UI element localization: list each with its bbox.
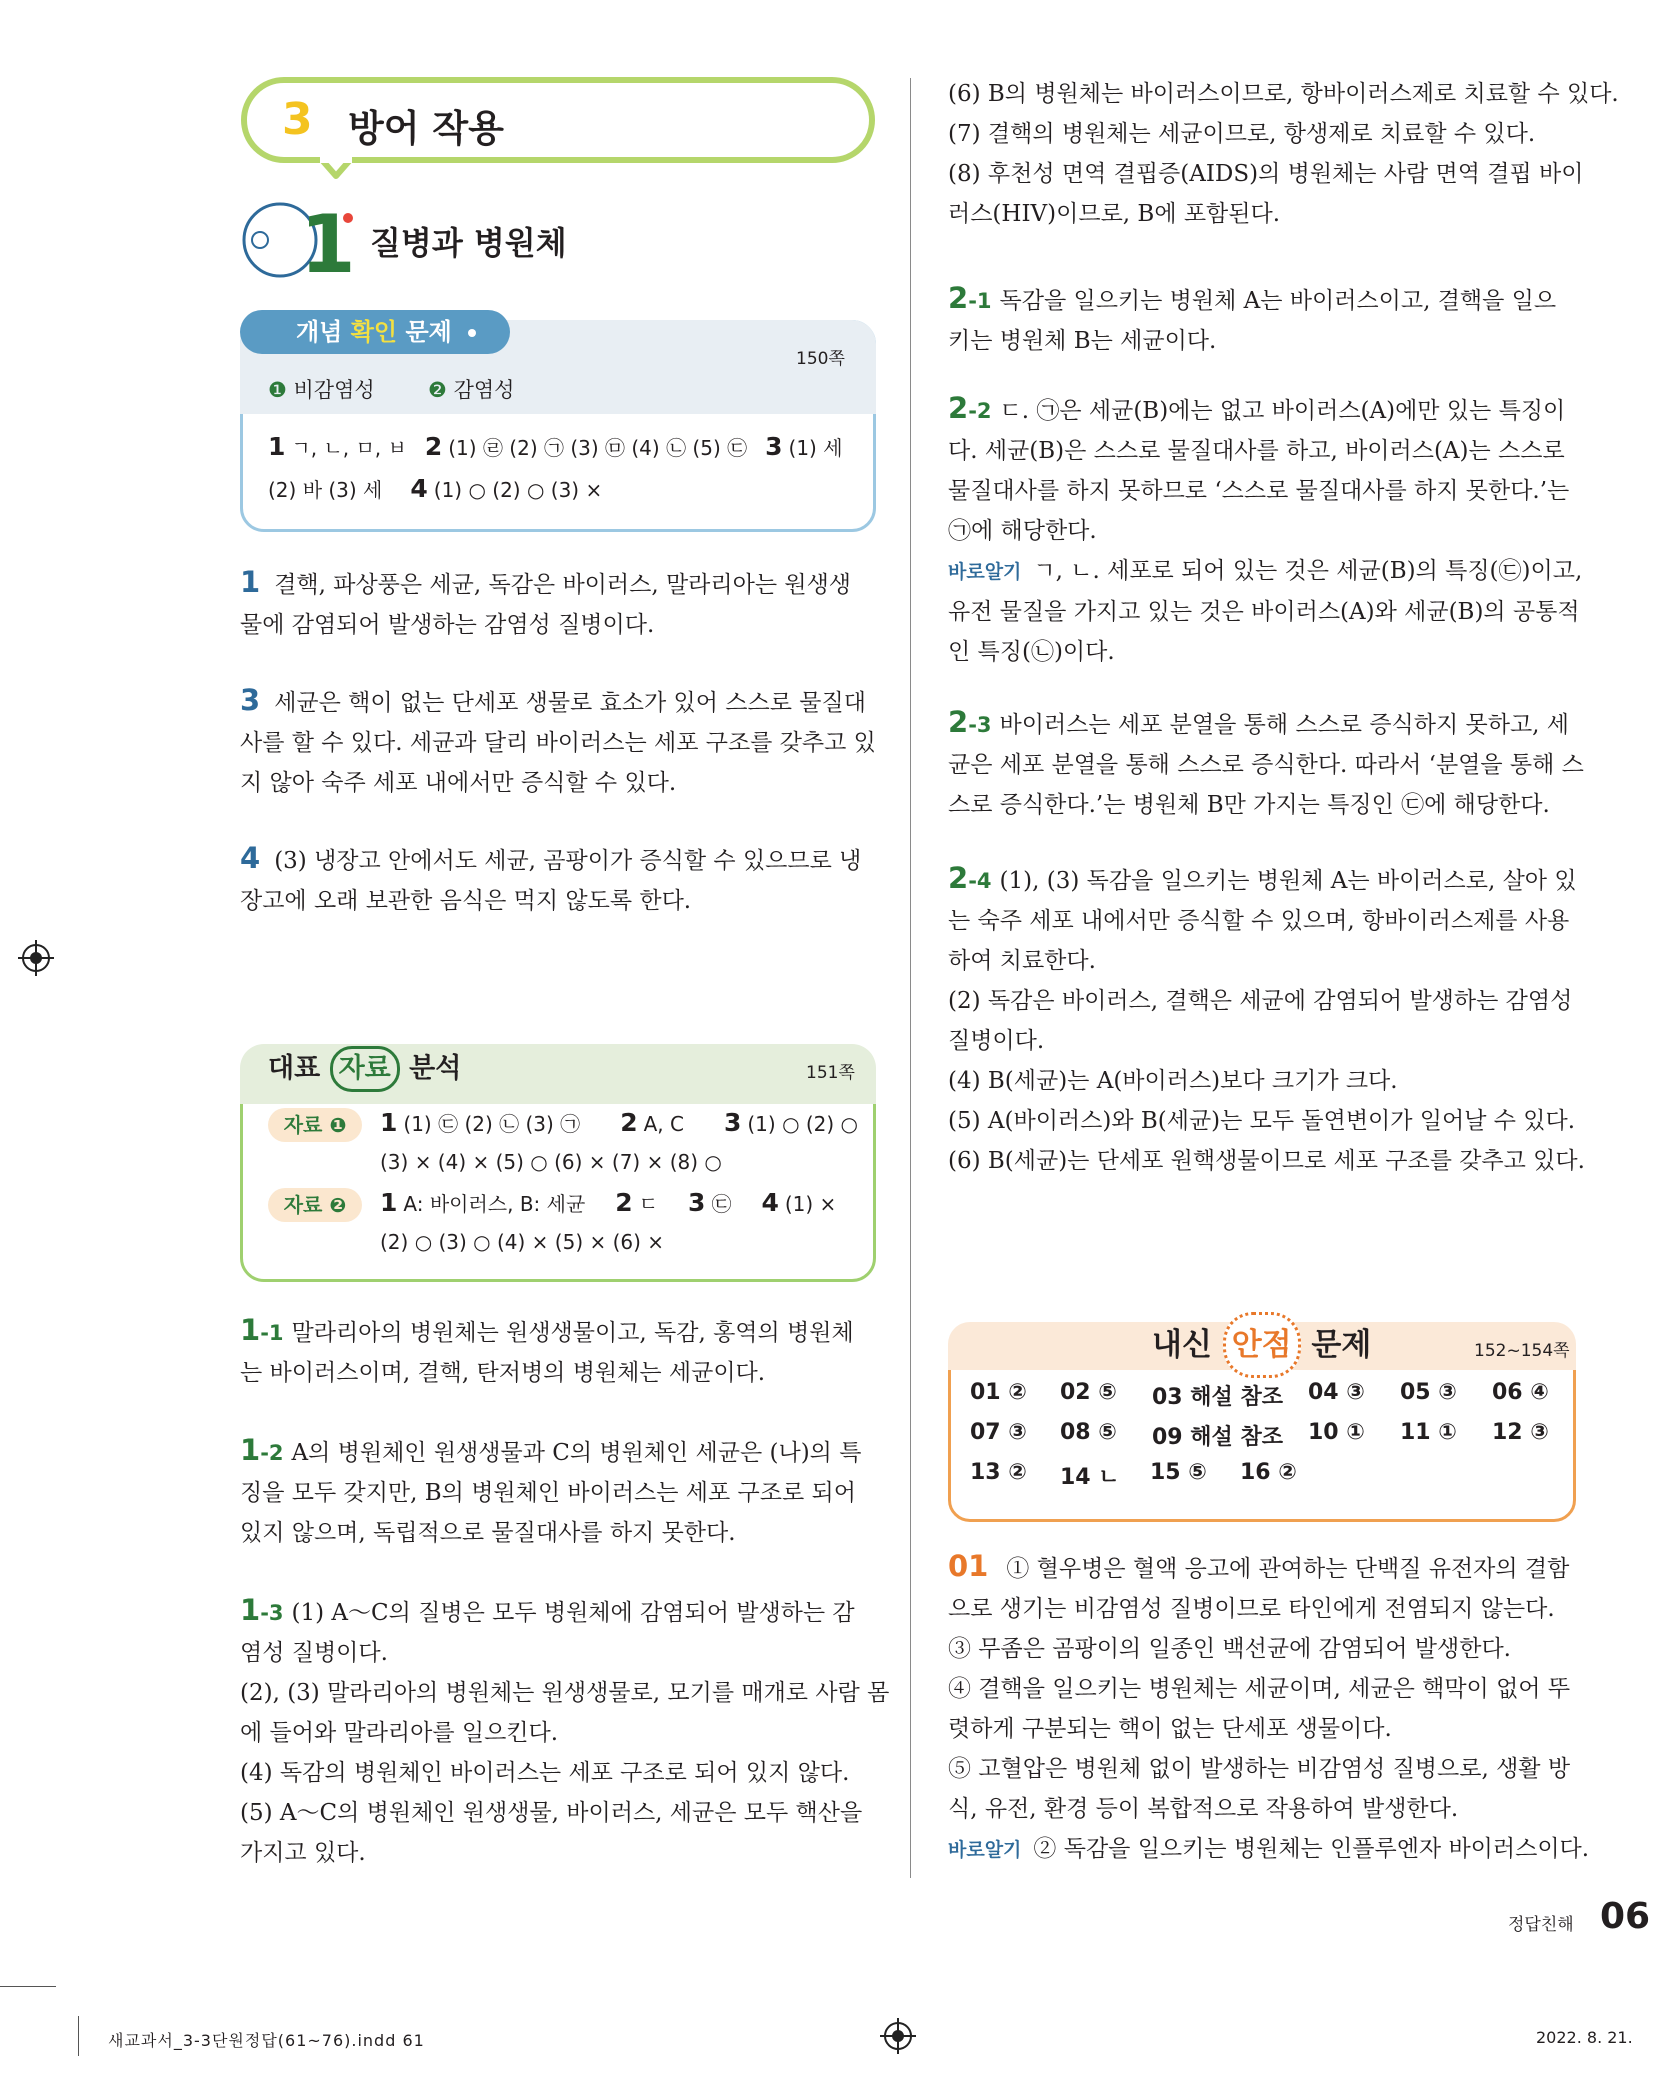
paragraph <box>948 278 1572 361</box>
paragraph-number: 1 <box>240 1433 261 1467</box>
paragraph-line: 는 바이러스이며, 결핵, 탄저병의 병원체는 세균이다. <box>240 1360 766 1386</box>
paragraph-number: 2 <box>948 861 969 895</box>
paragraph-line: 바이러스는 세포 분열을 통해 스스로 증식하지 못하고, 세 <box>999 712 1570 738</box>
paragraph <box>240 562 870 645</box>
paragraph-number: 3 <box>240 683 261 717</box>
concept-page-ref: 150쪽 <box>796 349 845 369</box>
concept-box-tab: 개념 확인 문제 <box>240 310 510 354</box>
exam-answer <box>1152 1420 1283 1451</box>
paragraph-line: 지 않아 숙주 세포 내에서만 증식할 수 있다. <box>240 770 677 796</box>
exam-answer-number: 08 <box>1060 1420 1091 1445</box>
section-number: 1 <box>300 198 356 291</box>
exam-answer-value: ② <box>1008 1380 1027 1405</box>
answer-number: 4 <box>761 1188 779 1217</box>
answer-text: A, C <box>643 1112 684 1136</box>
answer-number: 1 <box>268 432 286 461</box>
paragraph-first-line <box>240 838 870 881</box>
paragraph-line: ⑤ 고혈압은 병원체 없이 발생하는 비감염성 질병으로, 생활 방 <box>948 1756 1571 1782</box>
paragraph-number: 2 <box>948 705 969 739</box>
answer-number: 4 <box>410 474 428 503</box>
exam-answer-number: 12 <box>1492 1420 1523 1445</box>
paragraph-line: 징을 모두 갖지만, B의 병원체인 바이러스는 세포 구조로 되어 <box>240 1480 856 1506</box>
answer-text: (1) ○ (2) ○ <box>747 1112 859 1136</box>
paragraph-line: 염성 질병이다. <box>240 1640 388 1666</box>
paragraph <box>240 1430 870 1553</box>
paragraph-line: 다. 세균(B)은 스스로 물질대사를 하고, 바이러스(A)는 스스로 <box>948 438 1565 464</box>
answer-number: 3 <box>765 432 783 461</box>
paragraph-line: (3) 냉장고 안에서도 세균, 곰팡이가 증식할 수 있으므로 냉 <box>274 848 862 874</box>
paragraph-line: 가지고 있다. <box>240 1840 366 1866</box>
paragraph-line: (2), (3) 말라리아의 병원체는 원생생물로, 모기를 매개로 사람 몸 <box>240 1680 890 1706</box>
baro-label: 바로알기 <box>948 1839 1022 1861</box>
baro-line <box>948 592 1580 632</box>
paragraph-first-line <box>948 388 1572 431</box>
exam-answer-value: 해설 참조 <box>1190 1385 1283 1410</box>
answer-text: (2) 바 (3) 세 <box>268 478 383 502</box>
exam-answer-value: ① <box>1346 1420 1365 1445</box>
crop-mark <box>0 1986 56 1987</box>
paragraph-line: (4) 독감의 병원체인 바이러스는 세포 구조로 되어 있지 않다. <box>240 1760 850 1786</box>
exam-answer-value: ③ <box>1008 1420 1027 1445</box>
exam-answer <box>970 1460 1027 1485</box>
paragraph <box>948 388 1583 672</box>
section-title: 질병과 병원체 <box>370 224 567 262</box>
exam-answer-value: ③ <box>1530 1420 1549 1445</box>
paragraph <box>240 680 876 803</box>
concept-fill-line: ❶ 비감염성 ❷ 감염성 <box>268 378 515 402</box>
paragraph-line: (5) A(바이러스)와 B(세균)는 모두 돌연변이가 일어날 수 있다. <box>948 1108 1576 1134</box>
paragraph-first-line <box>948 858 1577 901</box>
exam-answer-value: ⑤ <box>1098 1420 1117 1445</box>
paragraph-line: 물질대사를 하지 못하므로 ‘스스로 물질대사를 하지 못한다.’는 <box>948 478 1570 504</box>
exam-answer-number: 04 <box>1308 1380 1339 1405</box>
baro-text: 인 특징(㉡)이다. <box>948 639 1115 665</box>
exam-answer-value: 해설 참조 <box>1190 1425 1283 1450</box>
data-label-2: 자료 ❷ <box>268 1188 362 1222</box>
answer-number: 1 <box>380 1188 398 1217</box>
exam-answer-number: 13 <box>970 1460 1001 1485</box>
registration-mark-bottom-icon <box>880 2018 916 2054</box>
paragraph-line: ③ 무좀은 곰팡이의 일종인 백선균에 감염되어 발생한다. <box>948 1636 1511 1662</box>
paragraph-line: (1), (3) 독감을 일으키는 병원체 A는 바이러스로, 살아 있 <box>999 868 1577 894</box>
paragraph-line: 으로 생기는 비감염성 질병이므로 타인에게 전염되지 않는다. <box>948 1596 1555 1622</box>
exam-answer-number: 02 <box>1060 1380 1091 1405</box>
paragraph-first-line <box>240 1430 870 1473</box>
footer-date: 2022. 8. 21. <box>1536 2028 1633 2047</box>
paragraph-first-line <box>240 562 870 605</box>
paragraph-first-line <box>240 1590 870 1633</box>
answer-text: (1) ㉣ (2) ㉠ (3) ㉤ (4) ㉡ (5) ㉢ <box>448 436 748 460</box>
right-continued-text <box>948 74 1619 234</box>
paragraph-line: 물에 감염되어 발생하는 감염성 질병이다. <box>240 612 655 638</box>
answer-text: (1) 세 <box>788 436 843 460</box>
exam-answer <box>1150 1460 1207 1485</box>
paragraph-first-line <box>948 702 1572 745</box>
paragraph-line: 세균은 핵이 없는 단세포 생물로 효소가 있어 스스로 물질대 <box>274 690 866 716</box>
paragraph-subnumber: -3 <box>260 1601 284 1625</box>
paragraph-line: ④ 결핵을 일으키는 병원체는 세균이며, 세균은 핵막이 없어 뚜 <box>948 1676 1571 1702</box>
paragraph-line: 하여 치료한다. <box>948 948 1096 974</box>
paragraph-line: A의 병원체인 원생생물과 C의 병원체인 세균은 (나)의 특 <box>291 1440 862 1466</box>
exam-answer <box>1240 1460 1297 1485</box>
paragraph <box>240 838 870 921</box>
data-label-1: 자료 ❶ <box>268 1108 362 1142</box>
column-divider <box>910 78 911 1878</box>
exam-answer-number: 07 <box>970 1420 1001 1445</box>
answer-number: 3 <box>723 1108 742 1137</box>
answer-text: (1) × <box>784 1192 837 1216</box>
paragraph-line: 장고에 오래 보관한 음식은 먹지 않도록 한다. <box>240 888 692 914</box>
paragraph-line: 질병이다. <box>948 1028 1045 1054</box>
paragraph-first-line <box>948 1546 1572 1589</box>
answer-number: 2 <box>424 432 443 461</box>
paragraph-line: 결핵, 파상풍은 세균, 독감은 바이러스, 말라리아는 원생생 <box>274 572 852 598</box>
exam-answer-value: ② <box>1278 1460 1297 1485</box>
exam-answer-value: ⑤ <box>1098 1380 1117 1405</box>
paragraph-line: 러스(HIV)이므로, B에 포함된다. <box>948 201 1281 227</box>
data-answers-1b: (3) × (4) × (5) ○ (6) × (7) × (8) ○ <box>380 1150 722 1174</box>
paragraph-line: ㄷ. ㉠은 세균(B)에는 없고 바이러스(A)에만 있는 특징이 <box>999 398 1566 424</box>
data-answers-2a <box>380 1188 836 1217</box>
paragraph <box>240 1590 890 1873</box>
exam-answer <box>1308 1380 1365 1405</box>
paragraph <box>948 858 1585 1181</box>
exam-answer-number: 10 <box>1308 1420 1339 1445</box>
chapter-number: 3 <box>282 94 313 145</box>
footer-file: 새교과서_3-3단원정답(61~76).indd 61 <box>108 2031 425 2050</box>
exam-answer-value: ① <box>1438 1420 1457 1445</box>
crop-mark-v <box>78 2016 79 2056</box>
exam-answer <box>970 1420 1027 1445</box>
answer-number: 2 <box>620 1108 638 1137</box>
answer-number: 3 <box>688 1188 706 1217</box>
exam-answer <box>1152 1380 1283 1411</box>
exam-answer <box>1400 1420 1457 1445</box>
exam-answer-value: ② <box>1008 1460 1027 1485</box>
concept-answers-line1 <box>268 432 843 461</box>
footer-section: 정답친해 <box>1508 1915 1574 1935</box>
exam-answer-value: ③ <box>1346 1380 1365 1405</box>
paragraph-number: 2 <box>948 281 969 315</box>
paragraph-line: (6) B의 병원체는 바이러스이므로, 항바이러스제로 치료할 수 있다. <box>948 81 1619 107</box>
paragraph-line: 스로 증식한다.’는 병원체 B만 가지는 특징인 ㉢에 해당한다. <box>948 792 1550 818</box>
answer-number: 2 <box>615 1188 633 1217</box>
concept-answers-line2 <box>268 474 602 503</box>
paragraph-subnumber: -1 <box>260 1321 284 1345</box>
data-answers-1a <box>380 1108 858 1137</box>
paragraph-line: 사를 할 수 있다. 세균과 달리 바이러스는 세포 구조를 갖추고 있 <box>240 730 876 756</box>
paragraph-number: 4 <box>240 841 261 875</box>
paragraph-line: (5) A～C의 병원체인 원생생물, 바이러스, 세균은 모두 핵산을 <box>240 1800 863 1826</box>
paragraph-line: (1) A～C의 질병은 모두 병원체에 감염되어 발생하는 감 <box>291 1600 855 1626</box>
paragraph-line: 말라리아의 병원체는 원생생물이고, 독감, 홍역의 병원체 <box>291 1320 854 1346</box>
registration-mark-icon <box>18 940 54 976</box>
paragraph-first-line <box>240 680 870 723</box>
paragraph-line: 독감을 일으키는 병원체 A는 바이러스이고, 결핵을 일으 <box>999 288 1557 314</box>
exam-answer <box>1492 1380 1549 1405</box>
baro-text: 유전 물질을 가지고 있는 것은 바이러스(A)와 세균(B)의 공통적 <box>948 599 1580 625</box>
exam-box-title: 내신 안점 문제 <box>1152 1312 1371 1378</box>
paragraph-line: ㉠에 해당한다. <box>948 518 1097 544</box>
paragraph-first-line <box>948 278 1572 321</box>
paragraph-subnumber: -2 <box>260 1441 284 1465</box>
exam-answer-number: 16 <box>1240 1460 1271 1485</box>
paragraph-line: 는 숙주 세포 내에서만 증식할 수 있으며, 항바이러스제를 사용 <box>948 908 1570 934</box>
baro-label: 바로알기 <box>948 561 1022 583</box>
paragraph-line: ① 혈우병은 혈액 응고에 관여하는 단백질 유전자의 결함 <box>1006 1556 1570 1582</box>
baro-line <box>948 1829 1590 1870</box>
exam-answer-number: 14 <box>1060 1465 1091 1490</box>
paragraph <box>948 1546 1590 1870</box>
paragraph-line: 렷하게 구분되는 핵이 없는 단세포 생물이다. <box>948 1716 1392 1742</box>
baro-text: ② 독감을 일으키는 병원체는 인플루엔자 바이러스이다. <box>1033 1836 1590 1862</box>
exam-answer-number: 06 <box>1492 1380 1523 1405</box>
exam-answer-number: 05 <box>1400 1380 1431 1405</box>
paragraph <box>948 702 1584 825</box>
answer-text: ㉢ <box>711 1192 732 1216</box>
data-answers-2b: (2) ○ (3) ○ (4) × (5) × (6) × <box>380 1230 665 1254</box>
paragraph-number: 01 <box>948 1549 989 1583</box>
baro-line <box>948 551 1583 592</box>
paragraph-number: 1 <box>240 1313 261 1347</box>
data-box-tab: 대표 자료 분석 <box>268 1046 461 1092</box>
exam-answer-number: 01 <box>970 1380 1001 1405</box>
paragraph-subnumber: -3 <box>968 713 992 737</box>
paragraph <box>240 1310 870 1393</box>
exam-answer <box>1400 1380 1457 1405</box>
answer-number: 1 <box>380 1108 398 1137</box>
paragraph-line: 에 들어와 말라리아를 일으킨다. <box>240 1720 559 1746</box>
exam-answer <box>1492 1420 1549 1445</box>
answer-text: (1) ㉢ (2) ㉡ (3) ㉠ <box>403 1112 581 1136</box>
paragraph-line: (8) 후천성 면역 결핍증(AIDS)의 병원체는 사람 면역 결핍 바이 <box>948 161 1584 187</box>
data-page-ref: 151쪽 <box>806 1063 855 1083</box>
exam-answer-number: 11 <box>1400 1420 1431 1445</box>
exam-answer <box>1060 1420 1117 1445</box>
answer-text: ㄱ, ㄴ, ㅁ, ㅂ <box>291 436 407 460</box>
paragraph-line: 식, 유전, 환경 등이 복합적으로 작용하여 발생한다. <box>948 1796 1459 1822</box>
paragraph-line: 균은 세포 분열을 통해 스스로 증식한다. 따라서 ‘분열을 통해 스 <box>948 752 1584 778</box>
exam-answer-value: ⑤ <box>1188 1460 1207 1485</box>
exam-answer-number: 15 <box>1150 1460 1181 1485</box>
paragraph-line: (2) 독감은 바이러스, 결핵은 세균에 감염되어 발생하는 감염성 <box>948 988 1573 1014</box>
baro-text: ㄱ, ㄴ. 세포로 되어 있는 것은 세균(B)의 특징(㉢)이고, <box>1033 558 1583 584</box>
exam-answer-number: 03 <box>1152 1385 1183 1410</box>
exam-page-ref: 152~154쪽 <box>1474 1341 1570 1361</box>
footer-page-number: 06 <box>1600 1896 1651 1937</box>
paragraph-line: 있지 않으며, 독립적으로 물질대사를 하지 못한다. <box>240 1520 736 1546</box>
baro-line <box>948 632 1572 672</box>
answer-text: ㄷ <box>638 1192 659 1216</box>
paragraph-subnumber: -4 <box>968 869 992 893</box>
paragraph-line: (4) B(세균)는 A(바이러스)보다 크기가 크다. <box>948 1068 1398 1094</box>
paragraph-line: (6) B(세균)는 단세포 원핵생물이므로 세포 구조를 갖추고 있다. <box>948 1148 1585 1174</box>
paragraph-line: (7) 결핵의 병원체는 세균이므로, 항생제로 치료할 수 있다. <box>948 121 1536 147</box>
answer-text: A: 바이러스, B: 세균 <box>403 1192 586 1216</box>
exam-answer-value: ④ <box>1530 1380 1549 1405</box>
exam-answer <box>970 1380 1027 1405</box>
paragraph-first-line <box>240 1310 870 1353</box>
exam-answer-value: ③ <box>1438 1380 1457 1405</box>
paragraph-subnumber: -1 <box>968 289 992 313</box>
exam-answer-number: 09 <box>1152 1425 1183 1450</box>
exam-answer <box>1308 1420 1365 1445</box>
exam-answer <box>1060 1380 1117 1405</box>
paragraph-number: 1 <box>240 565 261 599</box>
paragraph-number: 1 <box>240 1593 261 1627</box>
paragraph-line: 키는 병원체 B는 세균이다. <box>948 328 1217 354</box>
paragraph-number: 2 <box>948 391 969 425</box>
chapter-banner <box>240 76 880 181</box>
answer-text: (1) ○ (2) ○ (3) × <box>433 478 603 502</box>
chapter-title: 방어 작용 <box>348 107 504 150</box>
exam-answer <box>1060 1460 1120 1491</box>
paragraph-subnumber: -2 <box>968 399 992 423</box>
exam-answer-value: ㄴ <box>1098 1465 1120 1490</box>
